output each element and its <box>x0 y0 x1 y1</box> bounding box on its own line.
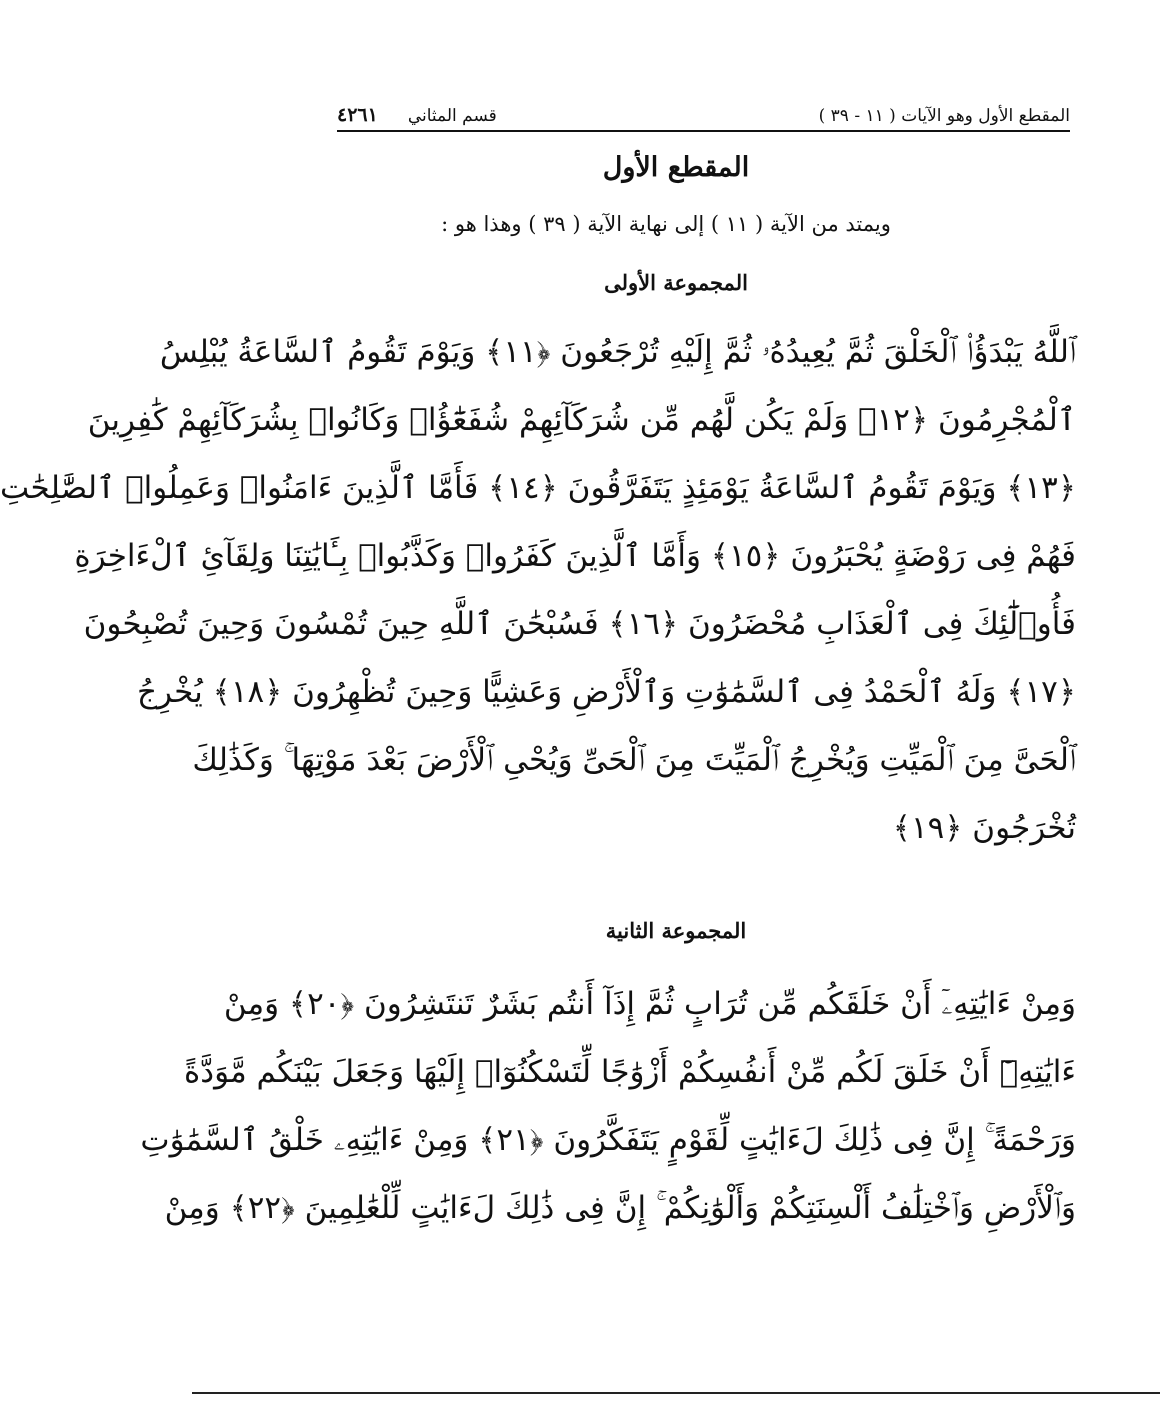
bottom-rule <box>192 1392 1160 1394</box>
verse-line: تُخْرَجُونَ ﴿١٩﴾ <box>892 810 1076 846</box>
verse-line: ٱلْمُجْرِمُونَ ﴿١٢﴾ وَلَمْ يَكُن لَّهُم مِّن شُرَكَآئِهِمْ شُفَعَٰٓؤُا۟ وَكَانُوا۟ بِشُرَكَآئِهِمْ كَٰفِرِينَ <box>87 402 1076 438</box>
group-2-title: المجموعة الثانية <box>605 918 747 943</box>
page-header <box>337 92 1070 132</box>
verse-line: وَٱلْأَرْضِ وَٱخْتِلَٰفُ أَلْسِنَتِكُمْ وَأَلْوَٰنِكُمْ ۚ إِنَّ فِى ذَٰلِكَ لَءَايَٰتٍ لِّلْعَٰلِمِينَ ﴿٢٢﴾ وَمِنْ <box>164 1190 1076 1226</box>
page-number: ٤٢٦١ <box>337 104 378 126</box>
verse-line: فَأُو۟لَٰٓئِكَ فِى ٱلْعَذَابِ مُحْضَرُونَ ﴿١٦﴾ فَسُبْحَٰنَ ٱللَّهِ حِينَ تُمْسُونَ وَحِينَ تُصْبِحُونَ <box>83 606 1076 642</box>
verse-line: ءَايَٰتِهِۦٓ أَنْ خَلَقَ لَكُم مِّنْ أَنفُسِكُمْ أَزْوَٰجًا لِّتَسْكُنُوٓا۟ إِلَيْهَا وَجَعَلَ بَيْنَكُم مَّوَدَّةً <box>184 1054 1076 1090</box>
part-name: قسم المثاني <box>407 106 497 126</box>
header-left-group <box>337 104 497 126</box>
section-title: المقطع الأول <box>602 152 750 183</box>
verse-line: ﴿١٣﴾ وَيَوْمَ تَقُومُ ٱلسَّاعَةُ يَوْمَئِذٍ يَتَفَرَّقُونَ ﴿١٤﴾ فَأَمَّا ٱلَّذِينَ ءَامَنُوا۟ وَعَمِلُوا۟ ٱلصَّٰلِحَٰتِ <box>0 470 1076 506</box>
verse-line: وَرَحْمَةً ۚ إِنَّ فِى ذَٰلِكَ لَءَايَٰتٍ لِّقَوْمٍ يَتَفَكَّرُونَ ﴿٢١﴾ وَمِنْ ءَايَٰتِهِۦ خَلْقُ ٱلسَّمَٰوَٰتِ <box>140 1122 1076 1158</box>
verse-line: فَهُمْ فِى رَوْضَةٍ يُحْبَرُونَ ﴿١٥﴾ وَأَمَّا ٱلَّذِينَ كَفَرُوا۟ وَكَذَّبُوا۟ بِـَٔايَٰتِنَا وَلِقَآئِ ٱلْءَاخِرَةِ <box>74 538 1076 574</box>
verse-line: ٱلْحَىَّ مِنَ ٱلْمَيِّتِ وَيُخْرِجُ ٱلْمَيِّتَ مِنَ ٱلْحَىِّ وَيُحْىِ ٱلْأَرْضَ بَعْدَ مَوْتِهَا ۚ وَكَذَٰلِكَ <box>192 742 1076 778</box>
verse-line: وَمِنْ ءَايَٰتِهِۦٓ أَنْ خَلَقَكُم مِّن تُرَابٍ ثُمَّ إِذَآ أَنتُم بَشَرٌ تَنتَشِرُونَ ﴿٢٠﴾ وَمِنْ <box>223 986 1076 1022</box>
group-2-verses <box>140 970 1076 1242</box>
running-title: المقطع الأول وهو الآيات ( ١١ - ٣٩ ) <box>818 106 1070 126</box>
group-1-title: المجموعة الأولى <box>604 270 748 295</box>
verse-line: ٱللَّهُ يَبْدَؤُا۟ ٱلْخَلْقَ ثُمَّ يُعِيدُهُۥ ثُمَّ إِلَيْهِ تُرْجَعُونَ ﴿١١﴾ وَيَوْمَ تَقُومُ ٱلسَّاعَةُ يُبْلِسُ <box>159 334 1076 370</box>
intro-text: ويمتد من الآية ( ١١ ) إلى نهاية الآية ( ٣٩ ) وهذا هو : <box>441 212 891 236</box>
group-1-verses <box>0 318 1076 862</box>
verse-line: ﴿١٧﴾ وَلَهُ ٱلْحَمْدُ فِى ٱلسَّمَٰوَٰتِ وَٱلْأَرْضِ وَعَشِيًّا وَحِينَ تُظْهِرُونَ ﴿١٨﴾ يُخْرِجُ <box>137 674 1076 710</box>
